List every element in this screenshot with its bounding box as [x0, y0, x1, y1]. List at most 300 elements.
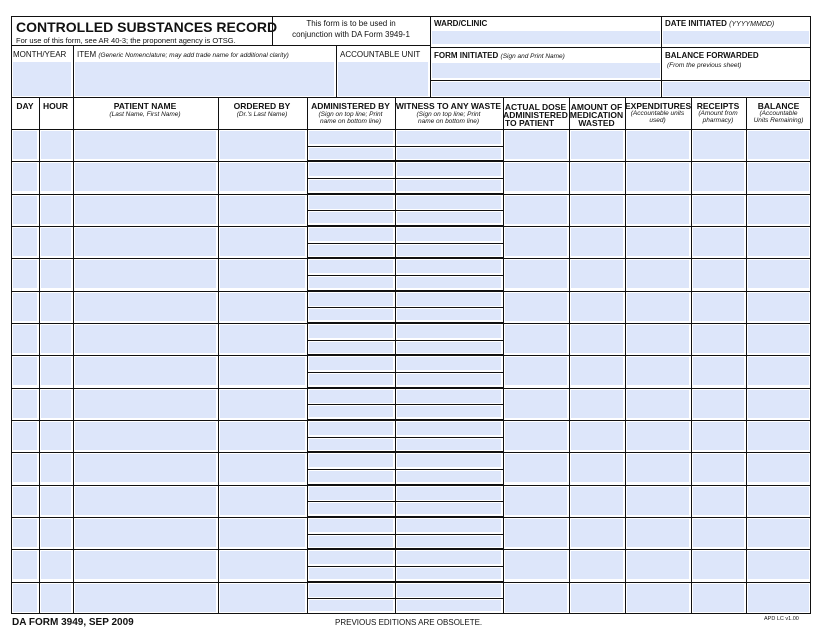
sign-print-divider: [395, 210, 503, 211]
balance-forwarded-field[interactable]: [663, 82, 809, 96]
column-ordered-by: ORDERED BY: [233, 101, 291, 111]
day-field[interactable]: [13, 325, 37, 353]
form-number: DA FORM 3949, SEP 2009: [12, 617, 134, 628]
day-field[interactable]: [13, 131, 37, 159]
balance-field[interactable]: [748, 260, 809, 288]
administered-by-sign-field[interactable]: [309, 519, 393, 532]
administered-by-sign-field[interactable]: [309, 196, 393, 209]
balance-field[interactable]: [748, 519, 809, 547]
ordered-by-field[interactable]: [220, 228, 305, 256]
day-field[interactable]: [13, 260, 37, 288]
balance-field[interactable]: [748, 422, 809, 450]
actual-dose-field[interactable]: [505, 584, 567, 612]
column-expenditures-note2: used): [649, 117, 666, 124]
witness-sign-field[interactable]: [397, 293, 501, 306]
administered-by-sign-field[interactable]: [309, 357, 393, 370]
divider: [661, 80, 811, 81]
expenditures-field[interactable]: [627, 131, 689, 159]
expenditures-field[interactable]: [627, 163, 689, 191]
actual-dose-field[interactable]: [505, 196, 567, 224]
obsolete-notice: PREVIOUS EDITIONS ARE OBSOLETE.: [335, 618, 483, 627]
balance-field[interactable]: [748, 390, 809, 418]
hour-field[interactable]: [41, 584, 71, 612]
patient-name-field[interactable]: [75, 519, 216, 547]
witness-sign-field[interactable]: [397, 551, 501, 564]
administered-by-print-field[interactable]: [309, 406, 393, 417]
row-divider: [11, 485, 811, 486]
receipts-field[interactable]: [693, 454, 744, 482]
balance-forwarded-label: BALANCE FORWARDED: [665, 51, 759, 60]
amount-wasted-field[interactable]: [571, 325, 623, 353]
sign-print-divider: [307, 404, 395, 405]
ordered-by-field[interactable]: [220, 357, 305, 385]
form-initiated-label: [434, 52, 565, 61]
patient-name-field[interactable]: [75, 487, 216, 515]
column-administered-by-note2: name on bottom line): [319, 118, 382, 125]
row-divider: [11, 549, 811, 550]
patient-name-field[interactable]: [75, 454, 216, 482]
administered-by-sign-field[interactable]: [309, 454, 393, 467]
expenditures-field[interactable]: [627, 196, 689, 224]
sign-print-divider: [395, 146, 503, 147]
amount-wasted-field[interactable]: [571, 293, 623, 321]
administered-by-sign-field[interactable]: [309, 163, 393, 176]
witness-print-field[interactable]: [397, 277, 501, 288]
witness-print-field[interactable]: [397, 536, 501, 547]
day-field[interactable]: [13, 551, 37, 579]
row-divider: [11, 420, 811, 421]
day-field[interactable]: [13, 519, 37, 547]
form-subtitle: For use of this form, see AR 40-3; the proponent agency is OTSG.: [16, 36, 236, 45]
divider: [430, 80, 661, 81]
day-field[interactable]: [13, 390, 37, 418]
actual-dose-field[interactable]: [505, 390, 567, 418]
column-administered-by-note1: (Sign on top line; Print: [318, 111, 383, 118]
expenditures-field[interactable]: [627, 357, 689, 385]
receipts-field[interactable]: [693, 131, 744, 159]
amount-wasted-field[interactable]: [571, 487, 623, 515]
balance-field[interactable]: [748, 584, 809, 612]
sign-print-divider: [395, 372, 503, 373]
amount-wasted-field[interactable]: [571, 260, 623, 288]
witness-print-field[interactable]: [397, 180, 501, 191]
receipts-field[interactable]: [693, 260, 744, 288]
column-receipts-note2: pharmacy): [702, 117, 734, 124]
administered-by-print-field[interactable]: [309, 180, 393, 191]
witness-sign-field[interactable]: [397, 454, 501, 467]
row-divider: [11, 355, 811, 356]
witness-print-field[interactable]: [397, 342, 501, 353]
actual-dose-field[interactable]: [505, 454, 567, 482]
month-year-label: MONTH/YEAR: [13, 50, 67, 59]
witness-sign-field[interactable]: [397, 163, 501, 176]
column-divider: [691, 98, 692, 614]
ordered-by-field[interactable]: [220, 131, 305, 159]
form-initiated-signature-field[interactable]: [432, 63, 660, 78]
patient-name-field[interactable]: [75, 357, 216, 385]
accountable-unit-field[interactable]: [338, 62, 428, 96]
expenditures-field[interactable]: [627, 551, 689, 579]
column-witness: WITNESS TO ANY WASTE: [395, 101, 502, 111]
administered-by-sign-field[interactable]: [309, 422, 393, 435]
receipts-field[interactable]: [693, 228, 744, 256]
expenditures-field[interactable]: [627, 260, 689, 288]
form-title: CONTROLLED SUBSTANCES RECORD: [16, 19, 278, 35]
day-field[interactable]: [13, 584, 37, 612]
row-divider: [11, 452, 811, 453]
date-format-note: (YYYYMMDD): [729, 21, 775, 28]
amount-wasted-field[interactable]: [571, 551, 623, 579]
witness-print-field[interactable]: [397, 471, 501, 482]
divider: [430, 47, 811, 48]
column-balance-note1: (Accountable: [759, 110, 798, 117]
day-field[interactable]: [13, 454, 37, 482]
column-day: DAY: [16, 101, 34, 111]
column-balance-note2: Units Remaining): [753, 117, 804, 124]
balance-field[interactable]: [748, 357, 809, 385]
balance-field[interactable]: [748, 131, 809, 159]
sign-print-divider: [307, 534, 395, 535]
hour-field[interactable]: [41, 390, 71, 418]
administered-by-sign-field[interactable]: [309, 260, 393, 273]
administered-by-print-field[interactable]: [309, 277, 393, 288]
actual-dose-field[interactable]: [505, 260, 567, 288]
column-patient-name-note: (Last Name, First Name): [109, 111, 181, 118]
date-initiated-label: [665, 20, 774, 28]
administered-by-sign-field[interactable]: [309, 325, 393, 338]
sign-print-divider: [395, 340, 503, 341]
administered-by-sign-field[interactable]: [309, 487, 393, 500]
hour-field[interactable]: [41, 196, 71, 224]
balance-field[interactable]: [748, 293, 809, 321]
receipts-field[interactable]: [693, 357, 744, 385]
witness-sign-field[interactable]: [397, 584, 501, 597]
sign-print-divider: [395, 501, 503, 502]
administered-by-print-field[interactable]: [309, 471, 393, 482]
column-witness-note2: name on bottom line): [417, 118, 480, 125]
column-divider: [503, 98, 504, 614]
item-label: [77, 51, 289, 60]
hour-field[interactable]: [41, 260, 71, 288]
receipts-field[interactable]: [693, 584, 744, 612]
actual-dose-field[interactable]: [505, 228, 567, 256]
expenditures-field[interactable]: [627, 454, 689, 482]
sign-print-divider: [307, 469, 395, 470]
administered-by-print-field[interactable]: [309, 309, 393, 320]
balance-field[interactable]: [748, 163, 809, 191]
date-initiated-field[interactable]: [663, 31, 809, 44]
witness-print-field[interactable]: [397, 568, 501, 579]
ward-clinic-field[interactable]: [432, 31, 660, 44]
amount-wasted-field[interactable]: [571, 131, 623, 159]
ordered-by-field[interactable]: [220, 293, 305, 321]
amount-wasted-field[interactable]: [571, 196, 623, 224]
balance-field[interactable]: [748, 487, 809, 515]
ordered-by-field[interactable]: [220, 454, 305, 482]
column-divider: [625, 98, 626, 614]
column-amount-wasted-3: WASTED: [578, 118, 615, 128]
hour-field[interactable]: [41, 357, 71, 385]
day-field[interactable]: [13, 422, 37, 450]
patient-name-field[interactable]: [75, 422, 216, 450]
sign-print-divider: [395, 534, 503, 535]
patient-name-field[interactable]: [75, 260, 216, 288]
date-initiated-label-text: DATE INITIATED: [665, 19, 727, 28]
hour-field[interactable]: [41, 519, 71, 547]
expenditures-field[interactable]: [627, 390, 689, 418]
form-initiated-note: (Sign and Print Name): [500, 53, 565, 60]
hour-field[interactable]: [41, 325, 71, 353]
administered-by-print-field[interactable]: [309, 568, 393, 579]
divider: [661, 16, 662, 98]
witness-sign-field[interactable]: [397, 519, 501, 532]
amount-wasted-field[interactable]: [571, 228, 623, 256]
expenditures-field[interactable]: [627, 519, 689, 547]
patient-name-field[interactable]: [75, 131, 216, 159]
row-divider: [11, 258, 811, 259]
witness-sign-field[interactable]: [397, 487, 501, 500]
form-note-line2: conjunction with DA Form 3949-1: [292, 30, 410, 39]
hour-field[interactable]: [41, 454, 71, 482]
day-field[interactable]: [13, 196, 37, 224]
administered-by-sign-field[interactable]: [309, 131, 393, 144]
expenditures-field[interactable]: [627, 422, 689, 450]
sign-print-divider: [307, 566, 395, 567]
row-divider: [11, 388, 811, 389]
sign-print-divider: [395, 613, 503, 614]
column-divider: [569, 98, 570, 614]
actual-dose-field[interactable]: [505, 487, 567, 515]
ordered-by-field[interactable]: [220, 551, 305, 579]
witness-sign-field[interactable]: [397, 422, 501, 435]
ordered-by-field[interactable]: [220, 196, 305, 224]
sign-print-divider: [307, 243, 395, 244]
expenditures-field[interactable]: [627, 487, 689, 515]
administered-by-print-field[interactable]: [309, 245, 393, 256]
row-divider: [11, 161, 811, 162]
column-amount-wasted-1: AMOUNT OF: [570, 102, 623, 112]
administered-by-print-field[interactable]: [309, 536, 393, 547]
ordered-by-field[interactable]: [220, 325, 305, 353]
column-divider: [395, 98, 396, 614]
sign-print-divider: [395, 404, 503, 405]
form-initiated-name-field[interactable]: [432, 82, 660, 96]
patient-name-field[interactable]: [75, 293, 216, 321]
form-version: APD LC v1.00: [764, 616, 799, 622]
actual-dose-field[interactable]: [505, 357, 567, 385]
column-divider: [218, 98, 219, 614]
administered-by-print-field[interactable]: [309, 374, 393, 385]
administered-by-print-field[interactable]: [309, 503, 393, 514]
divider: [73, 45, 74, 98]
row-divider: [11, 291, 811, 292]
balance-field[interactable]: [748, 551, 809, 579]
ordered-by-field[interactable]: [220, 390, 305, 418]
receipts-field[interactable]: [693, 551, 744, 579]
column-actual-dose-1: ACTUAL DOSE: [504, 102, 567, 112]
column-divider: [73, 98, 74, 614]
item-note: (Generic Nomenclature; may add trade name for additional clarity): [98, 52, 289, 59]
amount-wasted-field[interactable]: [571, 357, 623, 385]
administered-by-sign-field[interactable]: [309, 551, 393, 564]
administered-by-sign-field[interactable]: [309, 293, 393, 306]
row-divider: [11, 226, 811, 227]
administered-by-print-field[interactable]: [309, 600, 393, 611]
witness-sign-field[interactable]: [397, 131, 501, 144]
day-field[interactable]: [13, 357, 37, 385]
amount-wasted-field[interactable]: [571, 422, 623, 450]
row-divider: [11, 194, 811, 195]
amount-wasted-field[interactable]: [571, 519, 623, 547]
item-label-text: ITEM: [77, 50, 97, 59]
form-note-line1: This form is to be used in: [306, 19, 396, 28]
balance-field[interactable]: [748, 228, 809, 256]
hour-field[interactable]: [41, 487, 71, 515]
receipts-field[interactable]: [693, 293, 744, 321]
form-initiated-label-text: FORM INITIATED: [434, 51, 499, 60]
administered-by-sign-field[interactable]: [309, 390, 393, 403]
receipts-field[interactable]: [693, 390, 744, 418]
sign-print-divider: [395, 469, 503, 470]
row-divider: [11, 323, 811, 324]
administered-by-print-field[interactable]: [309, 439, 393, 450]
administered-by-print-field[interactable]: [309, 148, 393, 159]
amount-wasted-field[interactable]: [571, 390, 623, 418]
day-field[interactable]: [13, 228, 37, 256]
sign-print-divider: [395, 598, 503, 599]
column-witness-note1: (Sign on top line; Print: [416, 111, 481, 118]
witness-sign-field[interactable]: [397, 196, 501, 209]
divider: [11, 45, 431, 46]
hour-field[interactable]: [41, 422, 71, 450]
witness-print-field[interactable]: [397, 439, 501, 450]
patient-name-field[interactable]: [75, 390, 216, 418]
amount-wasted-field[interactable]: [571, 163, 623, 191]
patient-name-field[interactable]: [75, 551, 216, 579]
witness-print-field[interactable]: [397, 309, 501, 320]
divider: [336, 45, 337, 98]
expenditures-field[interactable]: [627, 325, 689, 353]
sign-print-divider: [307, 210, 395, 211]
witness-print-field[interactable]: [397, 406, 501, 417]
sign-print-divider: [307, 307, 395, 308]
day-field[interactable]: [13, 487, 37, 515]
day-field[interactable]: [13, 293, 37, 321]
sign-print-divider: [395, 178, 503, 179]
actual-dose-field[interactable]: [505, 551, 567, 579]
hour-field[interactable]: [41, 131, 71, 159]
witness-print-field[interactable]: [397, 212, 501, 223]
column-amount-wasted-2: MEDICATION: [569, 110, 624, 120]
sign-print-divider: [395, 307, 503, 308]
witness-sign-field[interactable]: [397, 260, 501, 273]
witness-print-field[interactable]: [397, 148, 501, 159]
witness-sign-field[interactable]: [397, 228, 501, 241]
administered-by-sign-field[interactable]: [309, 228, 393, 241]
column-ordered-by-note: (Dr.'s Last Name): [236, 111, 288, 118]
actual-dose-field[interactable]: [505, 131, 567, 159]
ordered-by-field[interactable]: [220, 422, 305, 450]
expenditures-field[interactable]: [627, 293, 689, 321]
witness-print-field[interactable]: [397, 245, 501, 256]
column-administered-by: ADMINISTERED BY: [311, 101, 390, 111]
month-year-field[interactable]: [13, 62, 71, 96]
sign-print-divider: [307, 437, 395, 438]
sign-print-divider: [307, 178, 395, 179]
sign-print-divider: [307, 372, 395, 373]
sign-print-divider: [395, 437, 503, 438]
witness-print-field[interactable]: [397, 600, 501, 611]
hour-field[interactable]: [41, 163, 71, 191]
receipts-field[interactable]: [693, 325, 744, 353]
witness-sign-field[interactable]: [397, 390, 501, 403]
expenditures-field[interactable]: [627, 584, 689, 612]
hour-field[interactable]: [41, 228, 71, 256]
balance-forwarded-note: (From the previous sheet): [667, 62, 742, 69]
witness-print-field[interactable]: [397, 503, 501, 514]
hour-field[interactable]: [41, 551, 71, 579]
administered-by-print-field[interactable]: [309, 342, 393, 353]
row-divider: [11, 582, 811, 583]
ordered-by-field[interactable]: [220, 487, 305, 515]
balance-field[interactable]: [748, 196, 809, 224]
actual-dose-field[interactable]: [505, 422, 567, 450]
sign-print-divider: [307, 340, 395, 341]
administered-by-sign-field[interactable]: [309, 584, 393, 597]
balance-field[interactable]: [748, 325, 809, 353]
ward-clinic-label: WARD/CLINIC: [434, 19, 488, 28]
actual-dose-field[interactable]: [505, 519, 567, 547]
expenditures-field[interactable]: [627, 228, 689, 256]
patient-name-field[interactable]: [75, 584, 216, 612]
witness-sign-field[interactable]: [397, 357, 501, 370]
sign-print-divider: [307, 613, 395, 614]
administered-by-print-field[interactable]: [309, 212, 393, 223]
amount-wasted-field[interactable]: [571, 584, 623, 612]
ordered-by-field[interactable]: [220, 519, 305, 547]
patient-name-field[interactable]: [75, 196, 216, 224]
sign-print-divider: [307, 146, 395, 147]
witness-sign-field[interactable]: [397, 325, 501, 338]
sign-print-divider: [307, 598, 395, 599]
column-actual-dose-3: TO PATIENT: [505, 118, 555, 128]
actual-dose-field[interactable]: [505, 293, 567, 321]
ordered-by-field[interactable]: [220, 584, 305, 612]
patient-name-field[interactable]: [75, 163, 216, 191]
day-field[interactable]: [13, 163, 37, 191]
column-divider: [307, 98, 308, 614]
ordered-by-field[interactable]: [220, 163, 305, 191]
amount-wasted-field[interactable]: [571, 454, 623, 482]
balance-field[interactable]: [748, 454, 809, 482]
column-divider: [746, 98, 747, 614]
actual-dose-field[interactable]: [505, 325, 567, 353]
receipts-field[interactable]: [693, 487, 744, 515]
sign-print-divider: [395, 566, 503, 567]
receipts-field[interactable]: [693, 163, 744, 191]
column-divider: [39, 98, 40, 614]
receipts-field[interactable]: [693, 196, 744, 224]
receipts-field[interactable]: [693, 519, 744, 547]
ordered-by-field[interactable]: [220, 260, 305, 288]
witness-print-field[interactable]: [397, 374, 501, 385]
hour-field[interactable]: [41, 293, 71, 321]
receipts-field[interactable]: [693, 422, 744, 450]
patient-name-field[interactable]: [75, 228, 216, 256]
item-field[interactable]: [75, 62, 334, 96]
actual-dose-field[interactable]: [505, 163, 567, 191]
patient-name-field[interactable]: [75, 325, 216, 353]
